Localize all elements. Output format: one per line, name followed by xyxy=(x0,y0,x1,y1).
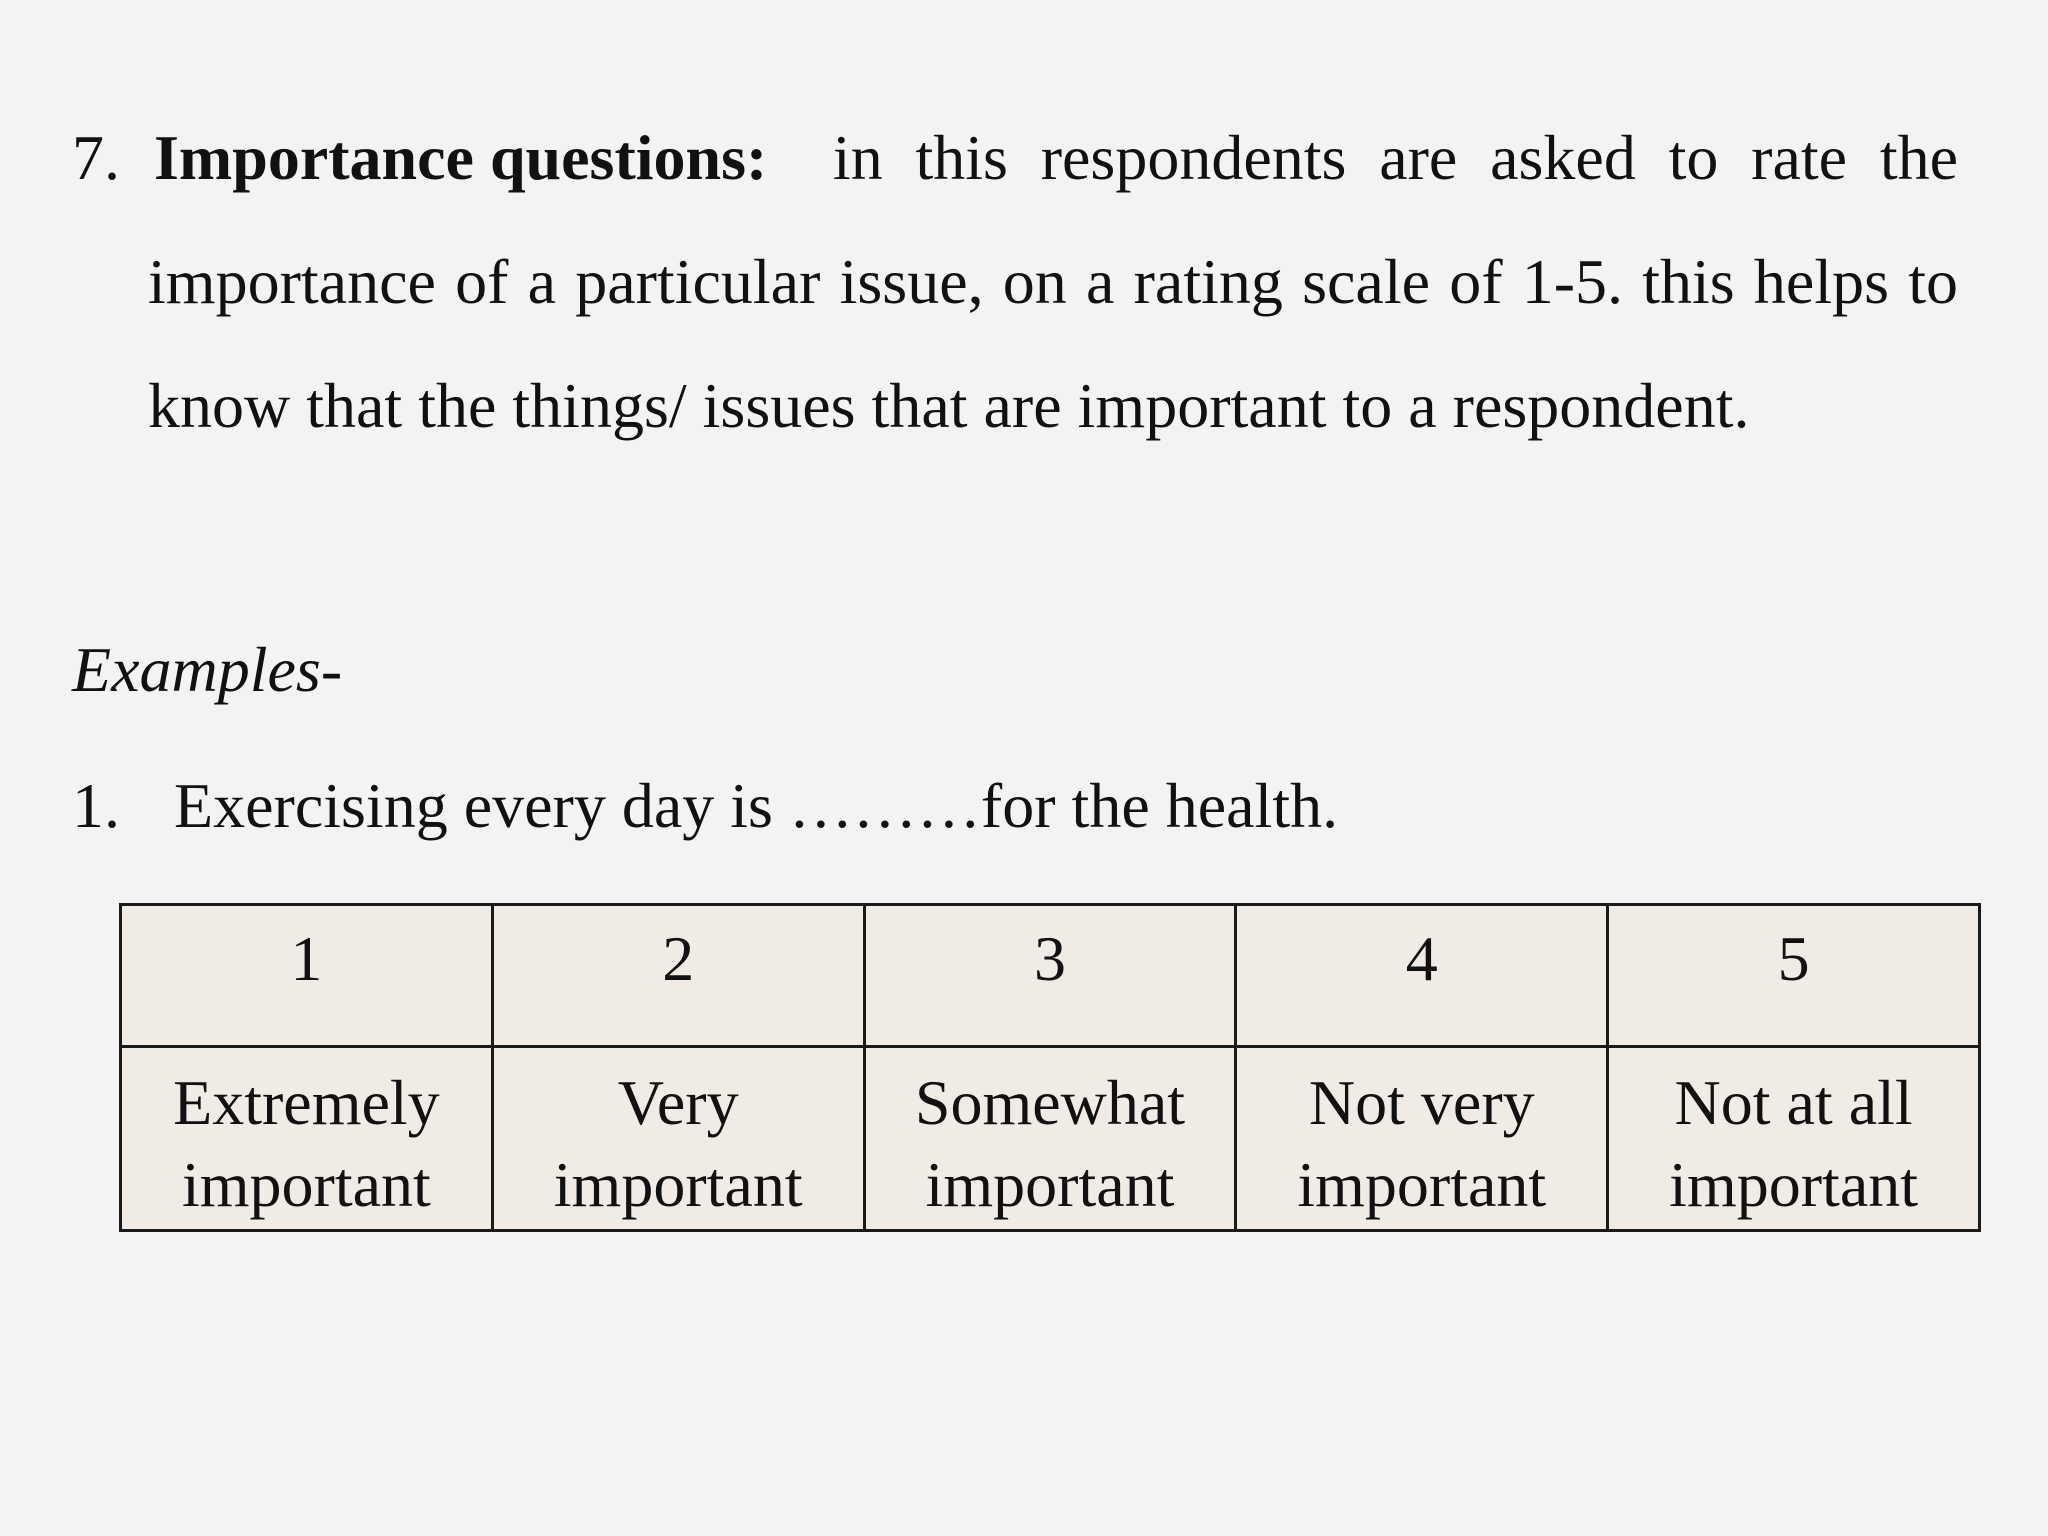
point-body xyxy=(148,96,1958,468)
scale-label-line: Not at all xyxy=(1674,1067,1913,1138)
point-number: 7. xyxy=(72,122,120,193)
scale-label-cell xyxy=(864,1047,1236,1231)
scale-label-line: Very xyxy=(617,1067,739,1138)
scale-label-cell xyxy=(492,1047,864,1231)
question-number: 1. xyxy=(72,770,120,841)
rating-scale-table xyxy=(119,903,1981,1232)
example-question xyxy=(72,756,1338,856)
scale-number-cell: 1 xyxy=(121,905,493,1047)
scale-number-cell: 3 xyxy=(864,905,1236,1047)
scale-label-row xyxy=(121,1047,1980,1231)
scale-label-line: important xyxy=(925,1149,1175,1220)
examples-heading: Examples- xyxy=(72,634,343,705)
scale-label-line: important xyxy=(1669,1149,1919,1220)
scale-number-row xyxy=(121,905,1980,1047)
point-first-line xyxy=(72,96,767,220)
scale-label-cell xyxy=(1236,1047,1608,1231)
question-text: Exercising every day is ………for the health. xyxy=(174,770,1339,841)
scale-label-line: Not very xyxy=(1308,1067,1535,1138)
scale-number-cell: 4 xyxy=(1236,905,1608,1047)
scale-label-line: important xyxy=(553,1149,803,1220)
scale-label-cell xyxy=(121,1047,493,1231)
scale-label-line: Extremely xyxy=(173,1067,440,1138)
point-title: Importance questions: xyxy=(154,122,768,193)
point-7 xyxy=(72,96,1958,468)
scale-label-line: important xyxy=(181,1149,431,1220)
scale-label-line: important xyxy=(1297,1149,1547,1220)
scale-number-cell: 5 xyxy=(1608,905,1980,1047)
scale-number-cell: 2 xyxy=(492,905,864,1047)
point-text: in this respondents are asked to rate the importance of a particular issue, on a rating scale of 1-5. this helps to know that the things/ issues that are important to a respondent. xyxy=(148,122,1959,441)
scale-label-line: Somewhat xyxy=(914,1067,1186,1138)
scale-label-cell xyxy=(1608,1047,1980,1231)
